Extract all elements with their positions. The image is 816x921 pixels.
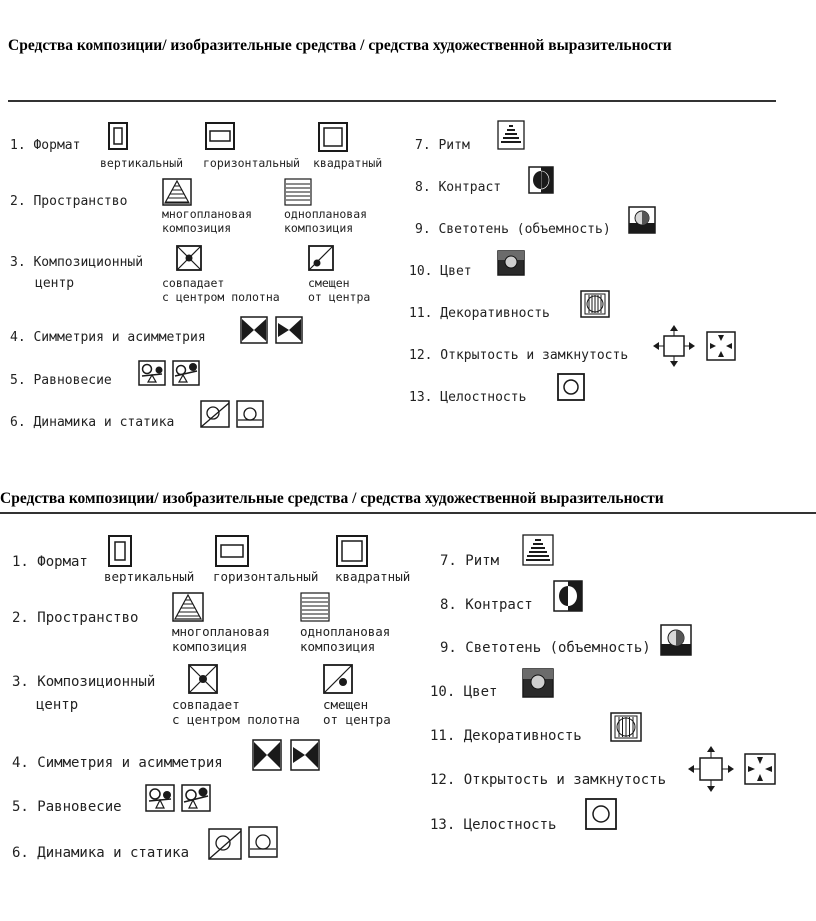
dynamics-icon-2	[208, 828, 242, 860]
dynamics-label: 6. Динамика и статика	[10, 415, 175, 430]
contrast-label-2: 8. Контраст	[440, 597, 533, 613]
center-label-line2-2: центр	[36, 697, 79, 713]
openness-label: 12. Открытость и замкнутость	[409, 348, 629, 363]
space-caption-single-plane-2: одноплановая композиция	[300, 624, 391, 654]
panel-1-title-rule	[8, 100, 776, 102]
center-label-line1: 3. Композиционный	[10, 255, 144, 270]
dynamics-label-2: 6. Динамика и статика	[12, 845, 190, 861]
format-caption-horizontal-2: горизонтальный	[213, 569, 319, 584]
balance-icon-1-2	[145, 784, 175, 812]
asymmetry-icon-2	[290, 739, 320, 771]
space-label-2: 2. Пространство	[12, 610, 139, 626]
openness-label-2: 12. Открытость и замкнутость	[430, 772, 667, 788]
center-caption-coincide: совпадает с центром полотна	[162, 276, 280, 304]
symmetry-icon	[240, 316, 268, 344]
format-square-icon-2	[336, 535, 368, 567]
center-shifted-icon-2	[323, 664, 353, 694]
openness-icon-2	[687, 745, 735, 793]
closedness-icon-2	[744, 753, 776, 785]
center-coincide-icon-2	[188, 664, 218, 694]
center-coincide-icon	[176, 245, 202, 271]
integrity-label: 13. Целостность	[409, 390, 527, 405]
color-icon	[497, 250, 525, 276]
statics-icon	[236, 400, 264, 428]
integrity-label-2: 13. Целостность	[430, 817, 557, 833]
balance-label-2: 5. Равновесие	[12, 799, 122, 815]
contrast-label: 8. Контраст	[415, 180, 502, 195]
center-shifted-icon	[308, 245, 334, 271]
rhythm-label: 7. Ритм	[415, 138, 470, 153]
color-label: 10. Цвет	[409, 264, 472, 279]
format-vertical-icon	[108, 122, 128, 150]
center-caption-shifted-2: смещен от центра	[323, 697, 391, 727]
panel-1-title: Средства композиции/ изобразительные средства / средства художественной выразительности	[8, 37, 672, 54]
decorative-label-2: 11. Декоративность	[430, 728, 582, 744]
format-caption-vertical: вертикальный	[100, 156, 184, 170]
panel-2-title: Средства композиции/ изобразительные средства / средства художественной выразительности	[0, 490, 664, 507]
space-multiplane-icon	[162, 178, 192, 206]
center-caption-shifted: смещен от центра	[308, 276, 371, 304]
rhythm-icon-2	[522, 534, 554, 566]
format-caption-vertical-2: вертикальный	[104, 569, 195, 584]
chiaroscuro-label-2: 9. Светотень (объемность)	[440, 640, 651, 656]
format-caption-horizontal: горизонтальный	[203, 156, 300, 170]
integrity-icon	[557, 373, 585, 401]
format-vertical-icon-2	[108, 535, 132, 567]
space-label: 2. Пространство	[10, 194, 128, 209]
symmetry-label-2: 4. Симметрия и асимметрия	[12, 755, 223, 771]
closedness-icon	[706, 331, 736, 361]
space-caption-multiplane-2: многоплановая композиция	[172, 624, 270, 654]
format-caption-square: квадратный	[313, 156, 383, 170]
rhythm-icon	[497, 120, 525, 150]
center-caption-coincide-2: совпадает с центром полотна	[172, 697, 300, 727]
space-single-plane-icon-2	[300, 592, 330, 622]
symmetry-label: 4. Симметрия и асимметрия	[10, 330, 206, 345]
dynamics-icon	[200, 400, 230, 428]
balance-icon-2-2	[181, 784, 211, 812]
integrity-icon-2	[585, 798, 617, 830]
contrast-icon-2	[553, 580, 583, 612]
format-horizontal-icon	[205, 122, 235, 150]
space-multiplane-icon-2	[172, 592, 204, 622]
symmetry-icon-2	[252, 739, 282, 771]
center-label-line1-2: 3. Композиционный	[12, 674, 156, 690]
format-horizontal-icon-2	[215, 535, 249, 567]
panel-2-title-rule	[0, 512, 816, 514]
space-caption-multiplane: многоплановая композиция	[162, 207, 253, 235]
decorative-icon	[580, 290, 610, 318]
space-caption-single-plane: одноплановая композиция	[284, 207, 368, 235]
format-label: 1. Формат	[10, 138, 81, 153]
balance-label: 5. Равновесие	[10, 373, 112, 388]
decorative-icon-2	[610, 712, 642, 742]
decorative-label: 11. Декоративность	[409, 306, 550, 321]
center-label-line2: центр	[35, 276, 75, 291]
color-icon-2	[522, 668, 554, 698]
balance-icon-2	[172, 360, 200, 386]
statics-icon-2	[248, 826, 278, 858]
contrast-icon	[528, 166, 554, 194]
format-label-2: 1. Формат	[12, 554, 88, 570]
openness-icon	[652, 324, 696, 368]
rhythm-label-2: 7. Ритм	[440, 553, 500, 569]
space-single-plane-icon	[284, 178, 312, 206]
balance-icon-1	[138, 360, 166, 386]
format-caption-square-2: квадратный	[335, 569, 411, 584]
chiaroscuro-icon-2	[660, 624, 692, 656]
format-square-icon	[318, 122, 348, 152]
asymmetry-icon	[275, 316, 303, 344]
color-label-2: 10. Цвет	[430, 684, 498, 700]
chiaroscuro-label: 9. Светотень (объемность)	[415, 222, 611, 237]
chiaroscuro-icon	[628, 206, 656, 234]
